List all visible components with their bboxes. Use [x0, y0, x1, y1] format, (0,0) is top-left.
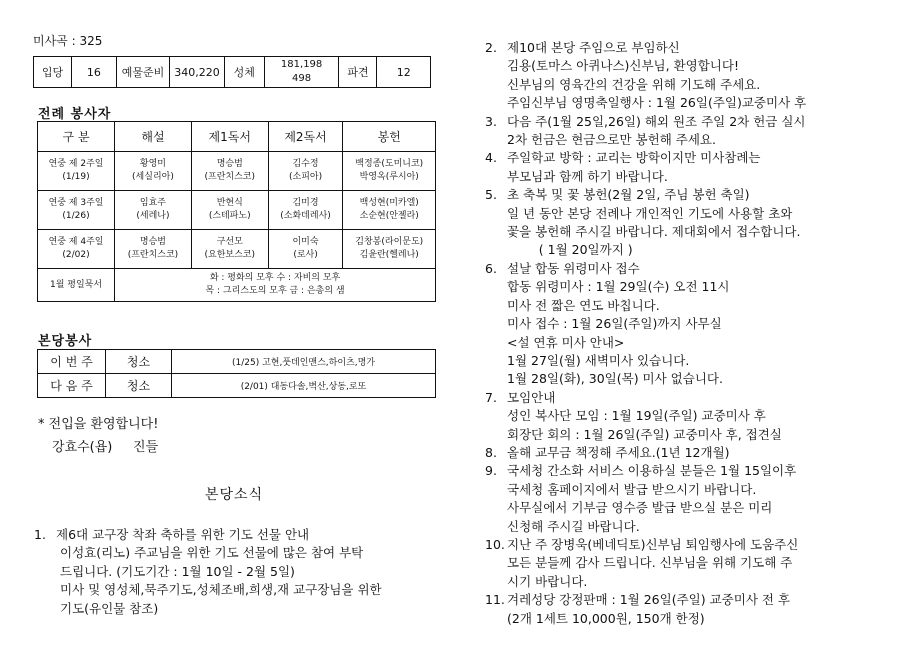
service-week-label: 이 번 주 [38, 350, 106, 374]
liturgy-row [38, 230, 436, 269]
news-item-9: 9. 국세청 간소화 서비스 이용하실 분들은 1월 15일이후 국세청 홈페이지에서 발급 받으시기 바랍니다. 사무실에서 기부금 영수증 발급 받으실 분은 미리 신청해 주시길 바랍니다. [485, 463, 797, 534]
stat-value-communion [264, 57, 339, 88]
stat-value-communion-line2: 498 [292, 73, 312, 84]
news-item-8: 8. 올해 교무금 책정해 주세요.(1년 12개월) [485, 444, 730, 460]
news-item-7: 7. 모임안내 성인 복사단 모임 : 1월 19일(주일) 교중미사 후 회장단 회의 : 1월 26일(주일) 교중미사 후, 접견실 [485, 389, 782, 442]
service-task: 청소 [106, 374, 172, 398]
liturgy-header: 제2독서 [268, 122, 343, 152]
news-item-2: 2. 제10대 본당 주임으로 부임하신 김용(토마스 아퀴나스)신부님, 환영합니다! 신부님의 영육간의 건강을 위해 기도해 주세요. 주임신부님 영명축일행사 : 1월 26일(주일)교중미사 후 [485, 40, 807, 111]
commentator: 명승범 (프란치스코) [115, 230, 192, 269]
service-row [38, 374, 436, 398]
news-item-10: 10. 지난 주 장병욱(베네딕토)신부님 퇴임행사에 도움주신 모든 분들께 감사 드립니다. 신부님을 위해 기도해 주 시기 바랍니다. [485, 536, 799, 589]
news-right-column [485, 39, 806, 628]
liturgy-row [38, 152, 436, 191]
stat-label-communion: 성체 [224, 57, 264, 88]
service-table [37, 349, 436, 398]
second-reader: 김수정 (소피아) [268, 152, 343, 191]
commentator: 임효주 (세레나) [115, 191, 192, 230]
liturgy-week: 연중 제 3주일 (1/26) [38, 191, 115, 230]
news-item-4: 4. 주일학교 방학 : 교리는 방학이지만 미사참례는 부모님과 함께 하기 바랍니다. [485, 150, 761, 184]
service-week-label: 다 음 주 [38, 374, 106, 398]
stat-label-entrance: 입당 [34, 57, 72, 88]
liturgy-header: 봉헌 [343, 122, 436, 152]
liturgy-week: 연중 제 4주일 (2/02) [38, 230, 115, 269]
offering-servers: 백성현(미카엘) 소순현(안젤라) [343, 191, 436, 230]
stat-value-communion-line1: 181,198 [280, 59, 323, 70]
first-reader: 반현식 (스테파노) [191, 191, 268, 230]
first-reader: 명승범 (프란치스코) [191, 152, 268, 191]
news-title: 본당소식 [205, 487, 264, 503]
rosary-row [38, 269, 436, 302]
news-item-1: 1. 제6대 교구장 착좌 축하를 위한 기도 선물 안내 이성효(리노) 주교님을 위한 기도 선물에 많은 참여 부탁 드립니다. (기도기간 : 1월 10일 - 2월 5일) 미사 및 영성체,묵주기도,성체조배,희생,재 교구장님을 위한 기도(유인물 참조) [34, 527, 382, 616]
liturgy-header: 해설 [115, 122, 192, 152]
mass-stats-table [33, 56, 431, 88]
rosary-label: 1월 평일묵서 [38, 269, 115, 302]
stat-value-dismissal: 12 [377, 57, 431, 88]
liturgy-title: 전례 봉사자 [38, 107, 112, 122]
service-detail: (2/01) 대동다솔,벽산,상동,로또 [172, 374, 436, 398]
hymn-number: 미사곡 : 325 [33, 34, 103, 48]
liturgy-header: 제1독서 [191, 122, 268, 152]
liturgy-week: 연중 제 2주일 (1/19) [38, 152, 115, 191]
stat-value-entrance: 16 [71, 57, 116, 88]
service-detail: (1/25) 고현,풋데인맨스,하이츠,명가 [172, 350, 436, 374]
stat-label-offertory: 예물준비 [116, 57, 169, 88]
news-item-11: 11. 겨레성당 강정판매 : 1월 26일(주일) 교중미사 전 후 (2개 1세트 10,000원, 150개 한정) [485, 592, 790, 626]
welcome-heading: * 전입을 환영합니다! [38, 417, 159, 432]
offering-servers: 백정종(도미니코) 박영옥(루시아) [343, 152, 436, 191]
commentator: 황영미 (세실리아) [115, 152, 192, 191]
service-row [38, 350, 436, 374]
liturgy-row [38, 191, 436, 230]
second-reader: 이미숙 (로사) [268, 230, 343, 269]
stat-label-dismissal: 파견 [339, 57, 377, 88]
stat-value-offertory: 340,220 [170, 57, 225, 88]
offering-servers: 김창봉(라이문도) 김윤란(헬레나) [343, 230, 436, 269]
second-reader: 김미경 (소화데레사) [268, 191, 343, 230]
news-item-3: 3. 다음 주(1월 25일,26일) 해외 원조 주일 2차 헌금 실시 2차 헌금은 현금으로만 봉헌해 주세요. [485, 113, 806, 148]
welcome-names: 강효수(욥) 진들 [52, 440, 159, 455]
first-reader: 구선모 (요한보스코) [191, 230, 268, 269]
service-title: 본당봉사 [38, 334, 93, 349]
news-item-5: 5. 초 축복 및 꽃 봉헌(2월 2일, 주님 봉헌 축일) 일 년 동안 본당 전례나 개인적인 기도에 사용할 초와 꽃을 봉헌해 주시길 바랍니다. 제대회에서 접수합니다. ( 1월 20일까지 ) [485, 187, 801, 258]
rosary-schedule: 화 : 평화의 모후 수 : 자비의 모후 목 : 그리스도의 모후 금 : 은총의 샘 [115, 269, 436, 302]
service-task: 청소 [106, 350, 172, 374]
news-item-6: 6. 설날 합동 위령미사 접수 합동 위령미사 : 1월 29일(수) 오전 11시 미사 전 짧은 연도 바칩니다. 미사 접수 : 1월 26일(주일)까지 사무실 <설 연휴 미사 안내> 1월 27일(월) 새벽미사 있습니다. 1월 28일(화), 30일(목) 미사 없습니다. [485, 260, 730, 387]
liturgy-servers-table [37, 121, 436, 302]
liturgy-header: 구 분 [38, 122, 115, 152]
